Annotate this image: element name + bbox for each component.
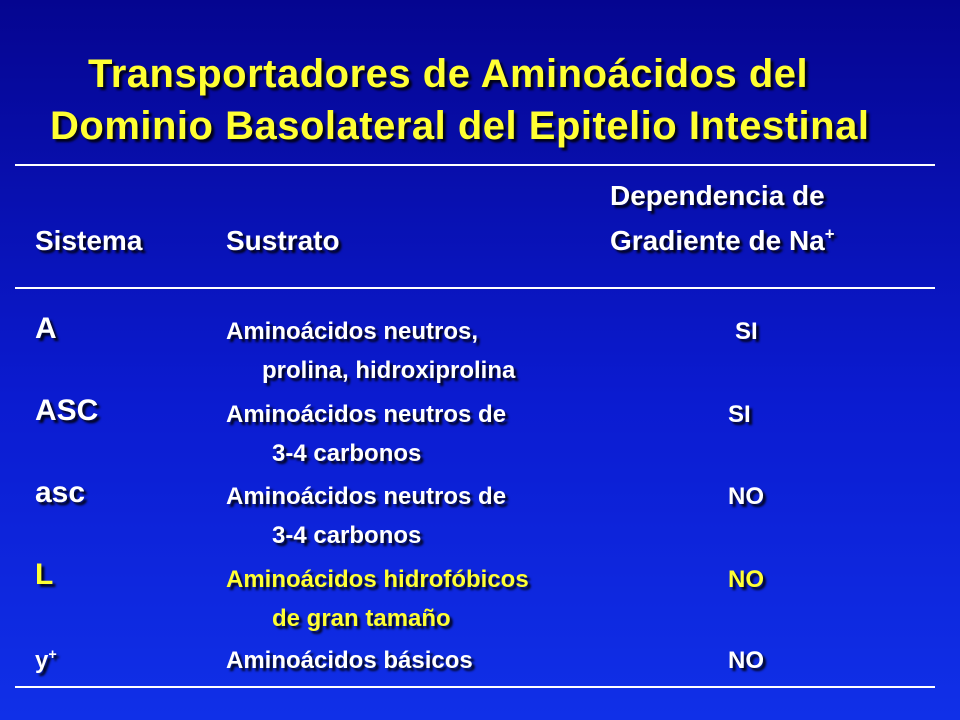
slide-title-line-2: Dominio Basolateral del Epitelio Intestinal bbox=[50, 104, 870, 148]
row-asc-system: ASC bbox=[35, 394, 99, 427]
header-dependence-sup: + bbox=[824, 224, 835, 244]
row-asc-lower-dependence: NO bbox=[728, 483, 764, 510]
header-dependence-line-1: Dependencia de bbox=[610, 180, 825, 211]
row-asc-lower-substrate-line-1: Aminoácidos neutros de bbox=[226, 483, 507, 510]
row-asc-substrate-line-1: Aminoácidos neutros de bbox=[226, 401, 507, 428]
row-a-substrate-line-1: Aminoácidos neutros, bbox=[226, 318, 479, 345]
row-a-dependence: SI bbox=[735, 318, 758, 345]
row-l-substrate-line-1: Aminoácidos hidrofóbicos bbox=[226, 566, 529, 593]
header-divider bbox=[15, 287, 935, 289]
row-asc-lower-system: asc bbox=[35, 476, 86, 509]
header-system: Sistema bbox=[35, 225, 143, 256]
row-l-system: L bbox=[35, 558, 54, 591]
row-yplus-system bbox=[35, 647, 57, 675]
row-a-system: A bbox=[35, 312, 57, 345]
table-bottom-divider bbox=[15, 686, 935, 688]
row-yplus-system-sup: + bbox=[48, 647, 57, 663]
row-yplus-substrate-line-1: Aminoácidos básicos bbox=[226, 647, 473, 674]
header-substrate: Sustrato bbox=[226, 225, 340, 256]
row-asc-lower-substrate-line-2: 3-4 carbonos bbox=[272, 522, 422, 549]
title-divider bbox=[15, 164, 935, 166]
row-yplus-system-text: y bbox=[35, 647, 49, 674]
row-yplus-dependence: NO bbox=[728, 647, 764, 674]
slide-title-line-1: Transportadores de Aminoácidos del bbox=[88, 52, 809, 96]
header-dependence-line-2 bbox=[610, 225, 835, 257]
row-l-substrate-line-2: de gran tamaño bbox=[272, 605, 451, 632]
row-l-dependence: NO bbox=[728, 566, 764, 593]
row-a-substrate-line-2: prolina, hidroxiprolina bbox=[262, 357, 516, 384]
row-asc-dependence: SI bbox=[728, 401, 751, 428]
row-asc-substrate-line-2: 3-4 carbonos bbox=[272, 440, 422, 467]
header-dependence-text: Gradiente de Na bbox=[610, 225, 825, 256]
